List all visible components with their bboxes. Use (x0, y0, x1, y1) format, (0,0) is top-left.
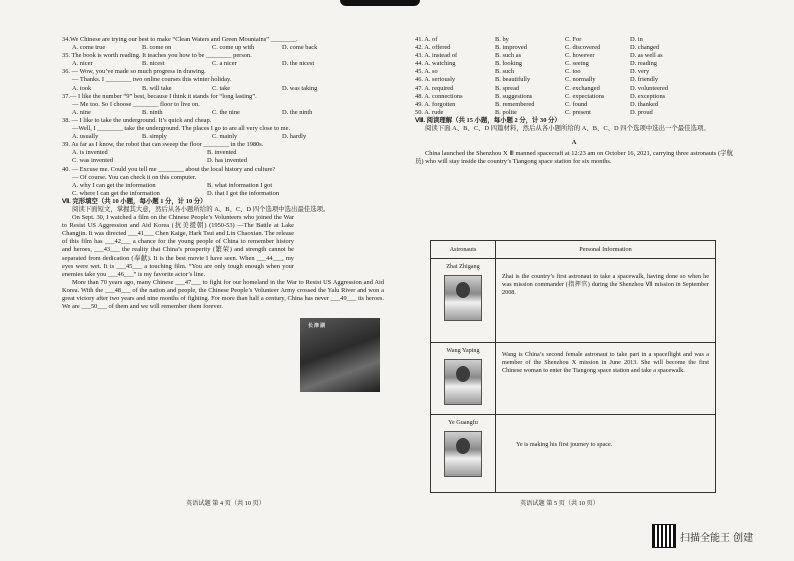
section-8-instructions: 阅读下面 A、B、C、D 四篇材料，然后从各小题所给的 A、B、C、D 四个选项中选出一个最佳选项。 (425, 125, 710, 133)
cloze-option[interactable]: B. polite (495, 108, 518, 116)
q34-option-d[interactable]: D. come back (282, 44, 318, 52)
cloze-option[interactable]: C. too (565, 68, 581, 76)
cloze-option[interactable]: D. as well as (630, 52, 663, 60)
q39-option-a[interactable]: A. is invented (72, 149, 108, 157)
reading-part-a-label: A (571, 139, 577, 147)
cloze-option[interactable]: B. such (495, 68, 515, 76)
cloze-option[interactable]: B. looking (495, 60, 522, 68)
astronaut-name: Wang Yaping (446, 347, 480, 354)
cloze-option-row (415, 93, 733, 101)
cloze-passage-2: More than 70 years ago, many Chinese ___47___ to fight for our homeland in the War to Resist US Aggression and Aid Korea. With the ___48___ of the nation and people, the Chinese People’s Volunteer Army crossed the Yalu River and won a great victory after two years and nine months of fighting. For more than half a century, China has never ___49___ its heroes. We are ___50___ of them and we will remember them forever. (62, 278, 384, 311)
cloze-option[interactable]: B. such as (495, 52, 522, 60)
cloze-option-row (415, 85, 733, 93)
q40-option-a[interactable]: A. why I can get the information (72, 181, 156, 189)
q38-reply: —Well, I ________ take the underground. The places I go to are all very close to me. (72, 125, 291, 133)
q35-stem: 35. The book is worth reading. It teaches you how to be ________ person. (62, 52, 252, 60)
astronaut-table (430, 240, 716, 493)
q35-option-b[interactable]: B. nicest (142, 60, 165, 68)
q34-options (62, 44, 384, 52)
cloze-option[interactable]: C. expectations (565, 92, 605, 100)
cloze-option[interactable]: B. beautifully (495, 76, 531, 84)
astronaut-photo (444, 431, 482, 477)
right-page-footer: 英语试题 第 5 页（共 10 页） (520, 500, 599, 507)
cloze-option[interactable]: 46. A. seriously (415, 76, 456, 84)
left-page (62, 36, 384, 311)
cloze-option[interactable]: B. improved (495, 44, 527, 52)
cloze-option[interactable]: C. discovered (565, 44, 601, 52)
q40-option-c[interactable]: C. where I can get the information (72, 189, 160, 197)
reading-a-intro: China launched the Shenzhou X Ⅲ manned spacecraft at 12:23 am on October 16, 2021, carrying three astronauts (宇航员) who will stay inside the country’s Tiangong space station for six months. (415, 150, 733, 166)
astronaut-table-header (431, 241, 716, 259)
cloze-option[interactable]: D. thanked (630, 100, 659, 108)
q34-option-c[interactable]: C. come up with (212, 44, 255, 52)
astronaut-photo (444, 359, 482, 405)
cloze-option[interactable]: D. volunteered (630, 84, 668, 92)
cloze-passage-1: On Sept. 30, I watched a film on the Chinese People’s Volunteers who joined the War to Resist US Aggression and Aid Korea (抗美援朝) (1950-53) —The Battle at Lake Changjin. It was directed ___41___ Chen Kaige, Hark Tsui and Lin Chaoxian. The release of this film has ___42___ a chance for the young people of China to remember history and heroes, ___43___ the reality that China’s prosperity (繁荣) and strength cannot be separated from dedication (奉献). It is the best movie I have seen. When ___44___, my eyes were wet. It is ___45___ a touching film. “You are only tough enough when your enemies take you ___46___” is my favorite actor’s line. (62, 214, 294, 278)
cloze-option[interactable]: 47. A. required (415, 84, 454, 92)
astronaut-info: Zhai is the country’s first astronaut to take a spacewalk, having done so when he was mission commander (指挥官) during the Shenzhou Ⅶ mission in September 2008. (502, 273, 709, 296)
q35-options (62, 60, 384, 68)
cloze-option[interactable]: 41. A. of (415, 36, 438, 43)
q38-option-b[interactable]: B. simply (142, 133, 167, 141)
cloze-option-row (415, 68, 733, 76)
cloze-option[interactable]: C. normally (565, 76, 596, 84)
q37-options (62, 109, 384, 117)
left-page-footer: 英语试题 第 4 页（共 10 页） (186, 500, 265, 507)
film-poster-image (300, 318, 380, 392)
cloze-option[interactable]: B. suggestions (495, 92, 533, 100)
cloze-option-row (415, 101, 733, 109)
q40-option-b[interactable]: B. what information I got (207, 181, 273, 189)
cloze-option[interactable]: D. reading (630, 60, 657, 68)
q35-option-c[interactable]: C. a nicer (212, 60, 237, 68)
q39-option-b[interactable]: B. invented (207, 149, 237, 157)
scanner-watermark: 扫描全能王 创建 (680, 533, 754, 544)
q36-option-a[interactable]: A. took (72, 84, 92, 92)
cloze-option[interactable]: 42. A. offered (415, 44, 451, 52)
cloze-option[interactable]: C. present (565, 108, 591, 116)
astronaut-name: Ye Guangfu (448, 419, 478, 426)
q34-option-b[interactable]: B. come on (142, 44, 172, 52)
cloze-option-row (415, 109, 733, 117)
cloze-option[interactable]: C. seeing (565, 60, 589, 68)
section-7-title: Ⅶ. 完形填空（共 10 小题，每小题 1 分，计 10 分） (62, 197, 207, 205)
section-8-title: Ⅷ. 阅读理解（共 15 小题，每小题 2 分，计 30 分） (415, 116, 561, 124)
cloze-option[interactable]: D. very (630, 68, 650, 76)
cloze-option[interactable]: C. exchanged (565, 84, 600, 92)
q38-stem: 38. — I like to take the underground. It’s quick and cheap. (62, 116, 212, 124)
cloze-options-list (415, 36, 733, 117)
cloze-option-row (415, 76, 733, 84)
cloze-option[interactable]: C. found (565, 100, 588, 108)
cloze-option[interactable]: D. in (630, 36, 643, 43)
q34-stem: 34.We Chinese are trying our best to make “Clean Waters and Green Mountains” ________. (62, 36, 298, 43)
section-7-instructions: 阅读下面短文，掌握其大意，然后从各小题所给的 A、B、C、D 四个选项中选出最佳选项。 (72, 205, 330, 213)
q38-option-a[interactable]: A. usually (72, 133, 99, 141)
cloze-option[interactable]: B. remembered (495, 100, 535, 108)
q39-options-row1 (62, 149, 384, 157)
cloze-option[interactable]: C. For (565, 36, 582, 43)
astronauts-header: Astronauts (431, 241, 496, 259)
q36-options (62, 85, 384, 93)
q39-option-c[interactable]: C. was invented (72, 157, 113, 165)
q38-option-c[interactable]: C. mainly (212, 133, 238, 141)
q40-option-d[interactable]: D. that I got the information (207, 189, 280, 197)
q36-option-d[interactable]: D. was taking (282, 84, 318, 92)
q37-option-c[interactable]: C. the nine (212, 108, 240, 116)
qr-code-icon (652, 524, 676, 548)
cloze-option[interactable]: 45. A. so (415, 68, 438, 76)
cloze-option[interactable]: 48. A. connections (415, 92, 463, 100)
q35-option-a[interactable]: A. nicer (72, 60, 93, 68)
q37-stem: 37.— I like the number “9” best, because I think it stands for “long lasting”. (62, 92, 257, 100)
astronaut-photo (444, 275, 482, 321)
cloze-option[interactable]: B. spread (495, 84, 520, 92)
scanner-top-tab (340, 0, 420, 6)
cloze-option[interactable]: 49. A. forgotten (415, 100, 456, 108)
q35-option-d[interactable]: D. the nicest (282, 60, 315, 68)
cloze-option[interactable]: 44. A. watching (415, 60, 456, 68)
astronaut-info: Ye is making his first journey to space. (516, 441, 613, 448)
cloze-option[interactable]: 50. A. rude (415, 108, 444, 116)
q38-options (62, 133, 384, 141)
right-page (415, 36, 733, 166)
q37-option-b[interactable]: B. ninth (142, 108, 163, 116)
cloze-option[interactable]: D. friendly (630, 76, 659, 84)
cloze-option[interactable]: B. by (495, 36, 509, 43)
table-row (431, 259, 716, 343)
table-row (431, 343, 716, 415)
q36-stem: 36. — Wow, you’ve made so much progress in drawing. (62, 68, 206, 76)
q36-option-b[interactable]: B. will take (142, 84, 172, 92)
cloze-option[interactable]: 43. A. instead of (415, 52, 458, 60)
cloze-option-row (415, 36, 733, 44)
q34-option-a[interactable]: A. come true (72, 44, 106, 52)
q36-option-c[interactable]: C. take (212, 84, 231, 92)
q40-reply: — Of course. You can check it on this computer. (72, 173, 197, 181)
q39-options-row2 (62, 157, 384, 165)
cloze-option[interactable]: D. exceptions (630, 92, 666, 100)
cloze-option[interactable]: D. changed (630, 44, 660, 52)
film-poster-title: 长津湖 (308, 324, 327, 329)
table-row (431, 415, 716, 493)
q36-reply: — Thanks. I ________ two online courses this winter holiday. (72, 76, 232, 84)
q39-option-d[interactable]: D. has invented (207, 157, 247, 165)
q40-options-row2 (62, 190, 384, 198)
q40-stem: 40. — Excuse me. Could you tell me ________ about the local history and culture? (62, 165, 276, 173)
q39-stem: 39. As far as I know, the robot that can sweep the floor ________ in the 1980s. (62, 141, 264, 149)
q37-option-d[interactable]: D. the ninth (282, 108, 313, 116)
astronaut-info: Wang is China’s second female astronaut to take part in a spaceflight and was a member of the Shenzhou X mission in June 2013. She will become the first Chinese woman to enter the Tiangong space station and take a spacewalk. (502, 351, 709, 374)
q37-reply: — Me too. So I choose ________ floor to live on. (72, 100, 200, 108)
cloze-option-row (415, 44, 733, 52)
cloze-option-row (415, 52, 733, 60)
q37-option-a[interactable]: A. nine (72, 108, 91, 116)
astronaut-name: Zhai Zhigang (446, 263, 480, 270)
cloze-option[interactable]: C. however (565, 52, 595, 60)
q40-options-row1 (62, 182, 384, 190)
cloze-option[interactable]: D. proud (630, 108, 653, 116)
personal-info-header: Personal Information (496, 241, 716, 259)
cloze-option-row (415, 60, 733, 68)
q38-option-d[interactable]: D. hardly (282, 133, 307, 141)
